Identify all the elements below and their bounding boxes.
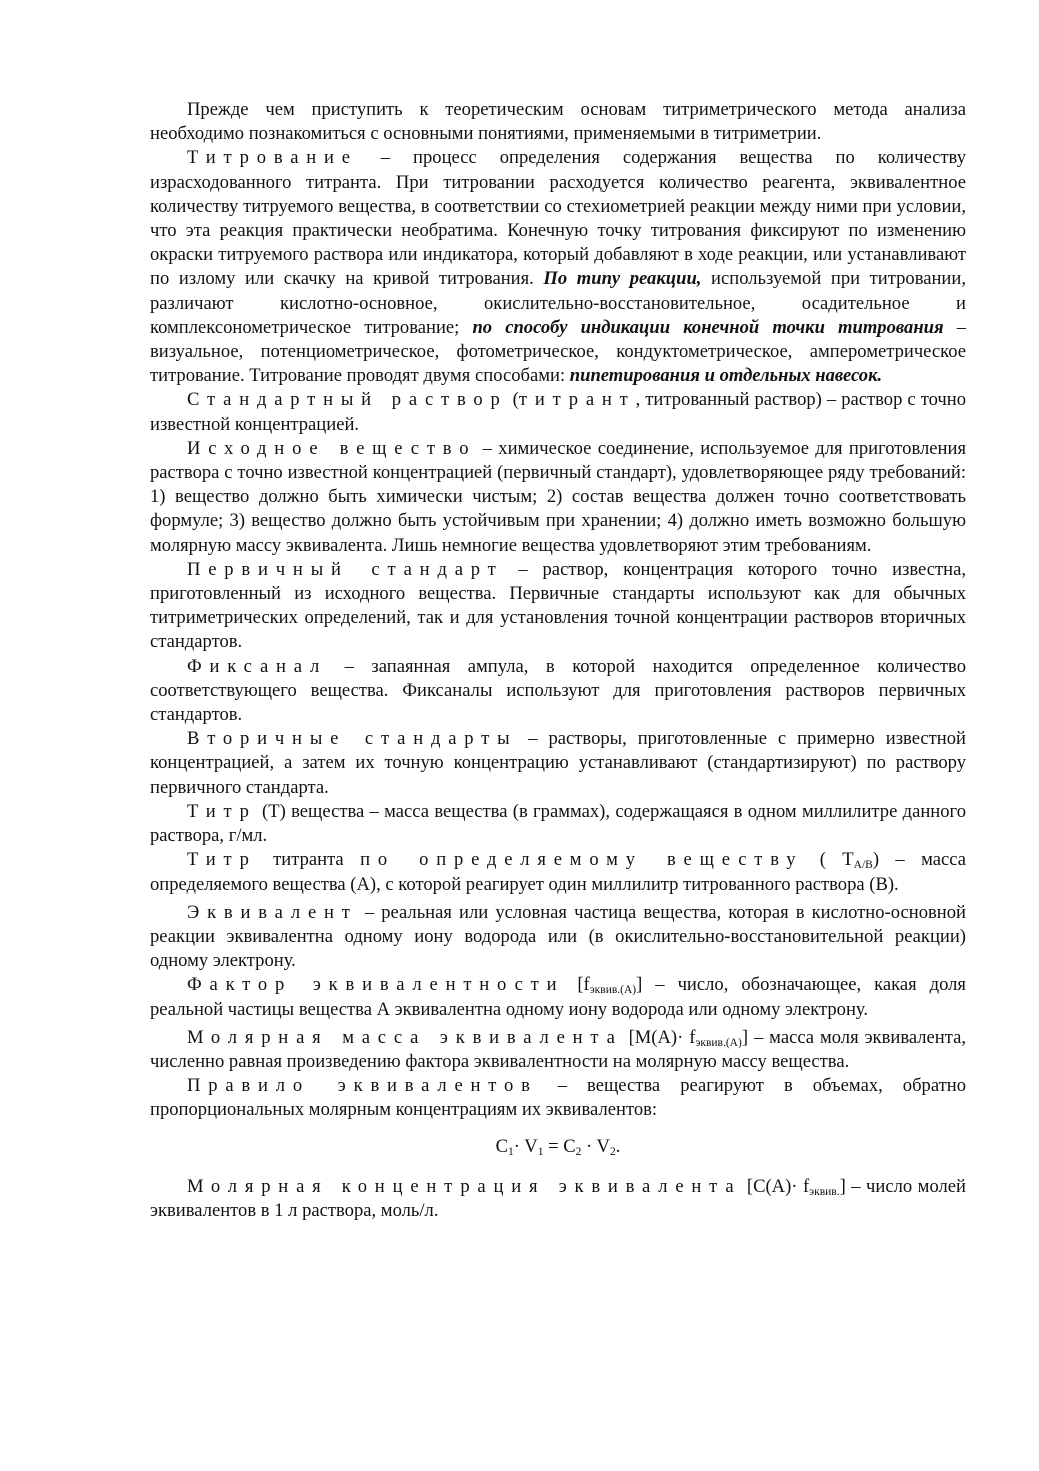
titration-bold-2: по способу индикации конечной точки титрования [472, 316, 944, 338]
term-titer-2: Титр [187, 849, 257, 871]
formula-sub-c1: 1 [508, 1145, 514, 1158]
titer-paragraph [150, 800, 966, 848]
titer-symbol-subscript: A/B [853, 859, 873, 872]
molar-mass-equiv-paragraph [150, 1026, 966, 1074]
term-standard-solution: Стандартный раствор [187, 389, 508, 411]
titration-bold-1: По типу реакции, [543, 268, 702, 290]
term-molar-mass-equiv: Молярная масса эквивалента [187, 1026, 623, 1048]
term-fixanal: Фиксанал [187, 655, 328, 677]
source-substance-paragraph [150, 437, 966, 558]
formula-v2: · V [581, 1135, 610, 1157]
titer-text: (Т) вещества – масса вещества (в граммах), содержащаяся в одном миллилитре данного раствора, г/мл. [150, 800, 966, 847]
equivalent-text: – реальная или условная частица вещества, которая в кислотно-основной реакции эквивалентна одному иону водорода или (в окислительно-восстановительной реакции) одному электрону. [150, 901, 966, 972]
molar-conc-symbol: [С(А)· f [741, 1175, 810, 1197]
formula-c: C [495, 1135, 509, 1157]
term-source-substance: Исходное вещество [187, 437, 477, 459]
term-secondary-standards: Вторичные стандарты [187, 728, 518, 750]
equivalence-factor-text: ] – число, обозначающее, какая доля реальной частицы вещества А эквивалентна одному иону водорода или одному электрону. [150, 974, 966, 1020]
secondary-standards-paragraph [150, 727, 966, 800]
term-molar-conc-equiv: Молярная концентрация эквивалента [187, 1175, 742, 1197]
equivalents-formula [150, 1135, 966, 1159]
primary-standard-paragraph [150, 558, 966, 655]
titer-by-analyte-mid: титранта [256, 849, 361, 871]
intro-text: Прежде чем приступить к теоретическим основам титриметрического метода анализа необходимо познакомиться с основными понятиями, применяемыми в титриметрии. [150, 99, 966, 145]
term-equivalent: Эквивалент [187, 901, 358, 923]
molar-conc-equiv-text: ] – число молей эквивалентов в 1 л раствора, моль/л. [150, 1175, 966, 1221]
molar-mass-symbol-subscript: эквив.(А) [695, 1036, 742, 1049]
document-page [150, 98, 966, 1223]
fixanal-paragraph [150, 655, 966, 728]
equivalent-paragraph [150, 901, 966, 974]
equivalents-rule-text: – вещества реагируют в объемах, обратно пропорциональных молярным концентрациям их эквивалентов: [150, 1075, 966, 1121]
titration-bold-3: пипетирования и отдельных навесок. [569, 365, 883, 387]
formula-end: . [615, 1135, 621, 1157]
formula-eq: = C [543, 1135, 576, 1157]
titration-text-2: используемой при титровании, различают кислотно-основное, окислительно-восстановительное, осадительное и комплексонометрическое титрование; [150, 268, 966, 338]
term-primary-standard: Первичный стандарт [187, 558, 504, 580]
standard-solution-paragraph [150, 388, 966, 436]
paren-open: ( [507, 389, 519, 411]
titer-by-analyte-paragraph [150, 848, 966, 896]
term-titrant: титрант [518, 389, 636, 411]
factor-symbol: [f [564, 974, 590, 996]
formula-sub-v2: 2 [609, 1145, 616, 1158]
term-titration: Титрование [187, 147, 358, 169]
formula-sub-c2: 2 [575, 1145, 582, 1158]
molar-conc-symbol-subscript: эквив. [809, 1185, 840, 1198]
molar-mass-symbol: [М(А)· f [622, 1026, 696, 1048]
titer-by-analyte-text: ) – масса определяемого вещества (А), с которой реагирует один миллилитр титрованного раствора (В). [150, 849, 966, 895]
term-titer: Титр [187, 800, 257, 822]
molar-mass-equiv-text: ] – масса моля эквивалента, численно равная произведению фактора эквивалентности на молярную массу вещества. [150, 1026, 967, 1072]
formula-v: · V [513, 1135, 538, 1157]
term-by-analyte: по определяемому веществу [360, 849, 804, 871]
fixanal-text: – запаянная ампула, в которой находится определенное количество соответствующего вещества. Фиксаналы используют для приготовления растворов первичных стандартов. [150, 655, 966, 726]
titer-symbol: ( T [803, 849, 854, 871]
secondary-standards-text: – растворы, приготовленные с примерно известной концентрацией, а затем их точную концентрацию устанавливают (стандартизируют) по раствору первичного стандарта. [150, 728, 966, 798]
term-equivalence-factor: Фактор эквивалентности [187, 974, 565, 996]
primary-standard-text: – раствор, концентрация которого точно известна, приготовленный из исходного вещества. Первичные стандарты используют как для обычных титриметрических определений, так и для установления точной концентрации растворов вторичных стандартов. [150, 558, 967, 653]
titration-paragraph [150, 146, 966, 388]
molar-conc-equiv-paragraph [150, 1175, 966, 1223]
equivalence-factor-paragraph [150, 973, 966, 1021]
source-substance-text: – химическое соединение, используемое для приготовления раствора с точно известной концентрацией (первичный стандарт), удовлетворяющее ряду требований: 1) вещество должно быть химически чистым; 2) состав вещества должен точно соответствовать формуле; 3) вещество должно быть устойчивым при хранении; 4) должно иметь возможно большую молярную массу эквивалента. Лишь немногие вещества удовлетворяют этим требованиям. [150, 437, 966, 556]
intro-paragraph [150, 98, 966, 146]
equivalents-rule-paragraph [150, 1074, 966, 1122]
standard-solution-text: , титрованный раствор) – раствор с точно известной концентрацией. [150, 389, 967, 435]
titration-text-1: – процесс определения содержания вещества по количеству израсходованного титранта. При титровании расходуется количество реагента, эквивалентное количеству титруемого вещества, в соответствии со стехиометрией реакции между ними при условии, что эта реакция практически необратима. Конечную точку титрования фиксируют по изменению окраски титруемого раствора или индикатора, который добавляют в ходе реакции, или устанавливают по излому или скачку на кривой титрования. [150, 147, 966, 290]
formula-sub-v1: 1 [537, 1145, 544, 1158]
factor-symbol-subscript: эквив.(А) [589, 984, 637, 997]
term-equivalents-rule: Правило эквивалентов [187, 1075, 538, 1097]
titration-text-3: – визуальное, потенциометрическое, фотометрическое, кондуктометрическое, амперометрическое титрование. Титрование проводят двумя способами: [150, 316, 966, 387]
